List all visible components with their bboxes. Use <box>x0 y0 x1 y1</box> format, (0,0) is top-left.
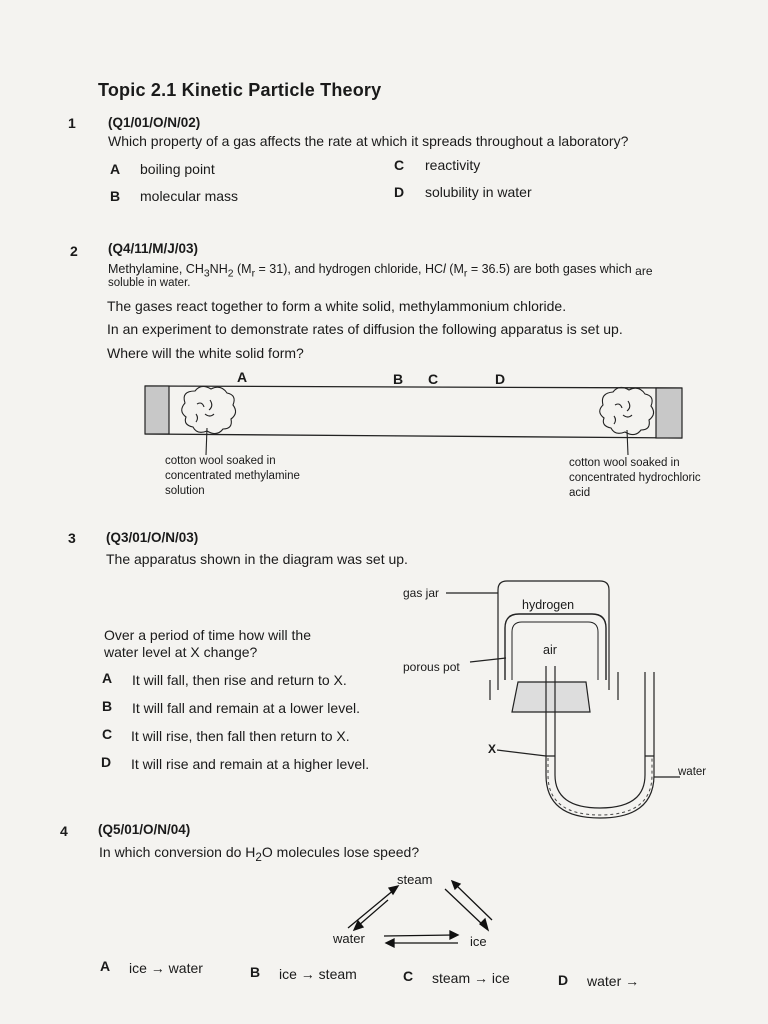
left-cotton-wool <box>182 386 236 455</box>
q3-option-c-text: It will rise, then fall then return to X. <box>131 728 350 744</box>
page-title: Topic 2.1 Kinetic Particle Theory <box>98 80 382 100</box>
question-3-intro: The apparatus shown in the diagram was set up. <box>106 551 408 567</box>
q3-option-b-letter: B <box>102 698 113 714</box>
question-2-intro: Methylamine, $CH_3NH_2$ $(M_r = 31)$, and hydrogen chloride, HCl $(M_r = 36.5)$ are both gases which are <box>108 262 653 280</box>
q1-option-a-letter: A <box>110 161 121 177</box>
q1-option-b-text: molecular mass <box>140 188 239 204</box>
question-2-question: Where will the white solid form? <box>107 345 304 361</box>
q3-option-a-letter: A <box>102 670 113 686</box>
question-1-reference: (Q1/01/O/N/02) <box>108 115 201 130</box>
glass-tube <box>145 386 682 438</box>
right-cotton-wool <box>600 387 654 455</box>
question-2-react-line: The gases react together to form a white solid, methylammonium chloride. <box>107 298 567 314</box>
left-caption: cotton wool soaked in concentrated methylamine solution <box>165 455 300 497</box>
tube-position-a: A <box>237 369 248 385</box>
label-steam: steam <box>397 872 433 887</box>
right-stopper <box>656 388 682 438</box>
q3-option-a-text: It will fall, then rise and return to X. <box>132 672 347 688</box>
label-water: water <box>678 766 707 778</box>
label-air: air <box>543 643 557 657</box>
question-2-number: 2 <box>70 243 78 259</box>
label-porous-pot: porous pot <box>403 660 460 674</box>
left-stopper <box>145 386 169 434</box>
question-2-reference: (Q4/11/M/J/03) <box>108 241 199 256</box>
question-1-number: 1 <box>68 115 76 131</box>
tube-position-b: B <box>393 371 404 387</box>
question-2-intro-line-2: soluble in water. <box>108 277 191 289</box>
label-ice: ice <box>470 934 487 949</box>
bung <box>512 682 590 712</box>
tube-position-c: C <box>428 371 439 387</box>
porous-pot-leader <box>470 658 506 662</box>
q1-option-b-letter: B <box>110 188 121 204</box>
q3-option-c-letter: C <box>102 726 113 742</box>
label-gas-jar: gas jar <box>403 586 440 600</box>
q3-option-d-letter: D <box>101 754 112 770</box>
question-4-number: 4 <box>60 823 68 839</box>
question-3-number: 3 <box>68 530 76 546</box>
q4-option-d-letter: D <box>558 972 569 988</box>
label-hydrogen: hydrogen <box>522 598 575 612</box>
q4-option-a-letter: A <box>100 958 111 974</box>
q1-option-a-text: boiling point <box>140 161 215 177</box>
label-water-state: water <box>333 931 365 946</box>
question-4-reference: (Q5/01/O/N/04) <box>98 822 191 837</box>
q3-option-d-text: It will rise and remain at a higher level. <box>131 756 370 772</box>
q4-option-c-text: steam → ice <box>432 970 510 986</box>
right-caption: cotton wool soaked in concentrated hydrochloric acid <box>569 457 701 499</box>
question-2-experiment-line: In an experiment to demonstrate rates of diffusion the following apparatus is set up. <box>107 321 623 337</box>
q1-option-c-letter: C <box>394 157 405 173</box>
q1-option-d-text: solubility in water <box>425 184 532 200</box>
q4-option-a-text: ice → water <box>129 960 203 976</box>
q1-option-c-text: reactivity <box>425 157 481 173</box>
label-x: X <box>488 742 497 756</box>
q1-option-d-letter: D <box>394 184 405 200</box>
question-4-text: In which conversion do $H_2O$ molecules lose speed? <box>99 844 420 864</box>
question-3-text-line-1: Over a period of time how will the <box>104 627 311 643</box>
q4-option-b-text: ice → steam <box>279 966 357 982</box>
question-3-reference: (Q3/01/O/N/03) <box>106 530 199 545</box>
q4-option-d-text: water → <box>587 973 640 989</box>
x-leader <box>497 750 546 756</box>
q3-option-b-text: It will fall and remain at a lower level. <box>132 700 360 716</box>
q4-option-c-letter: C <box>403 968 414 984</box>
question-3-text-line-2: water level at X change? <box>104 644 258 660</box>
q4-option-b-letter: B <box>250 964 261 980</box>
tube-position-d: D <box>495 371 506 387</box>
question-1-text: Which property of a gas affects the rate at which it spreads throughout a laboratory? <box>108 133 629 149</box>
